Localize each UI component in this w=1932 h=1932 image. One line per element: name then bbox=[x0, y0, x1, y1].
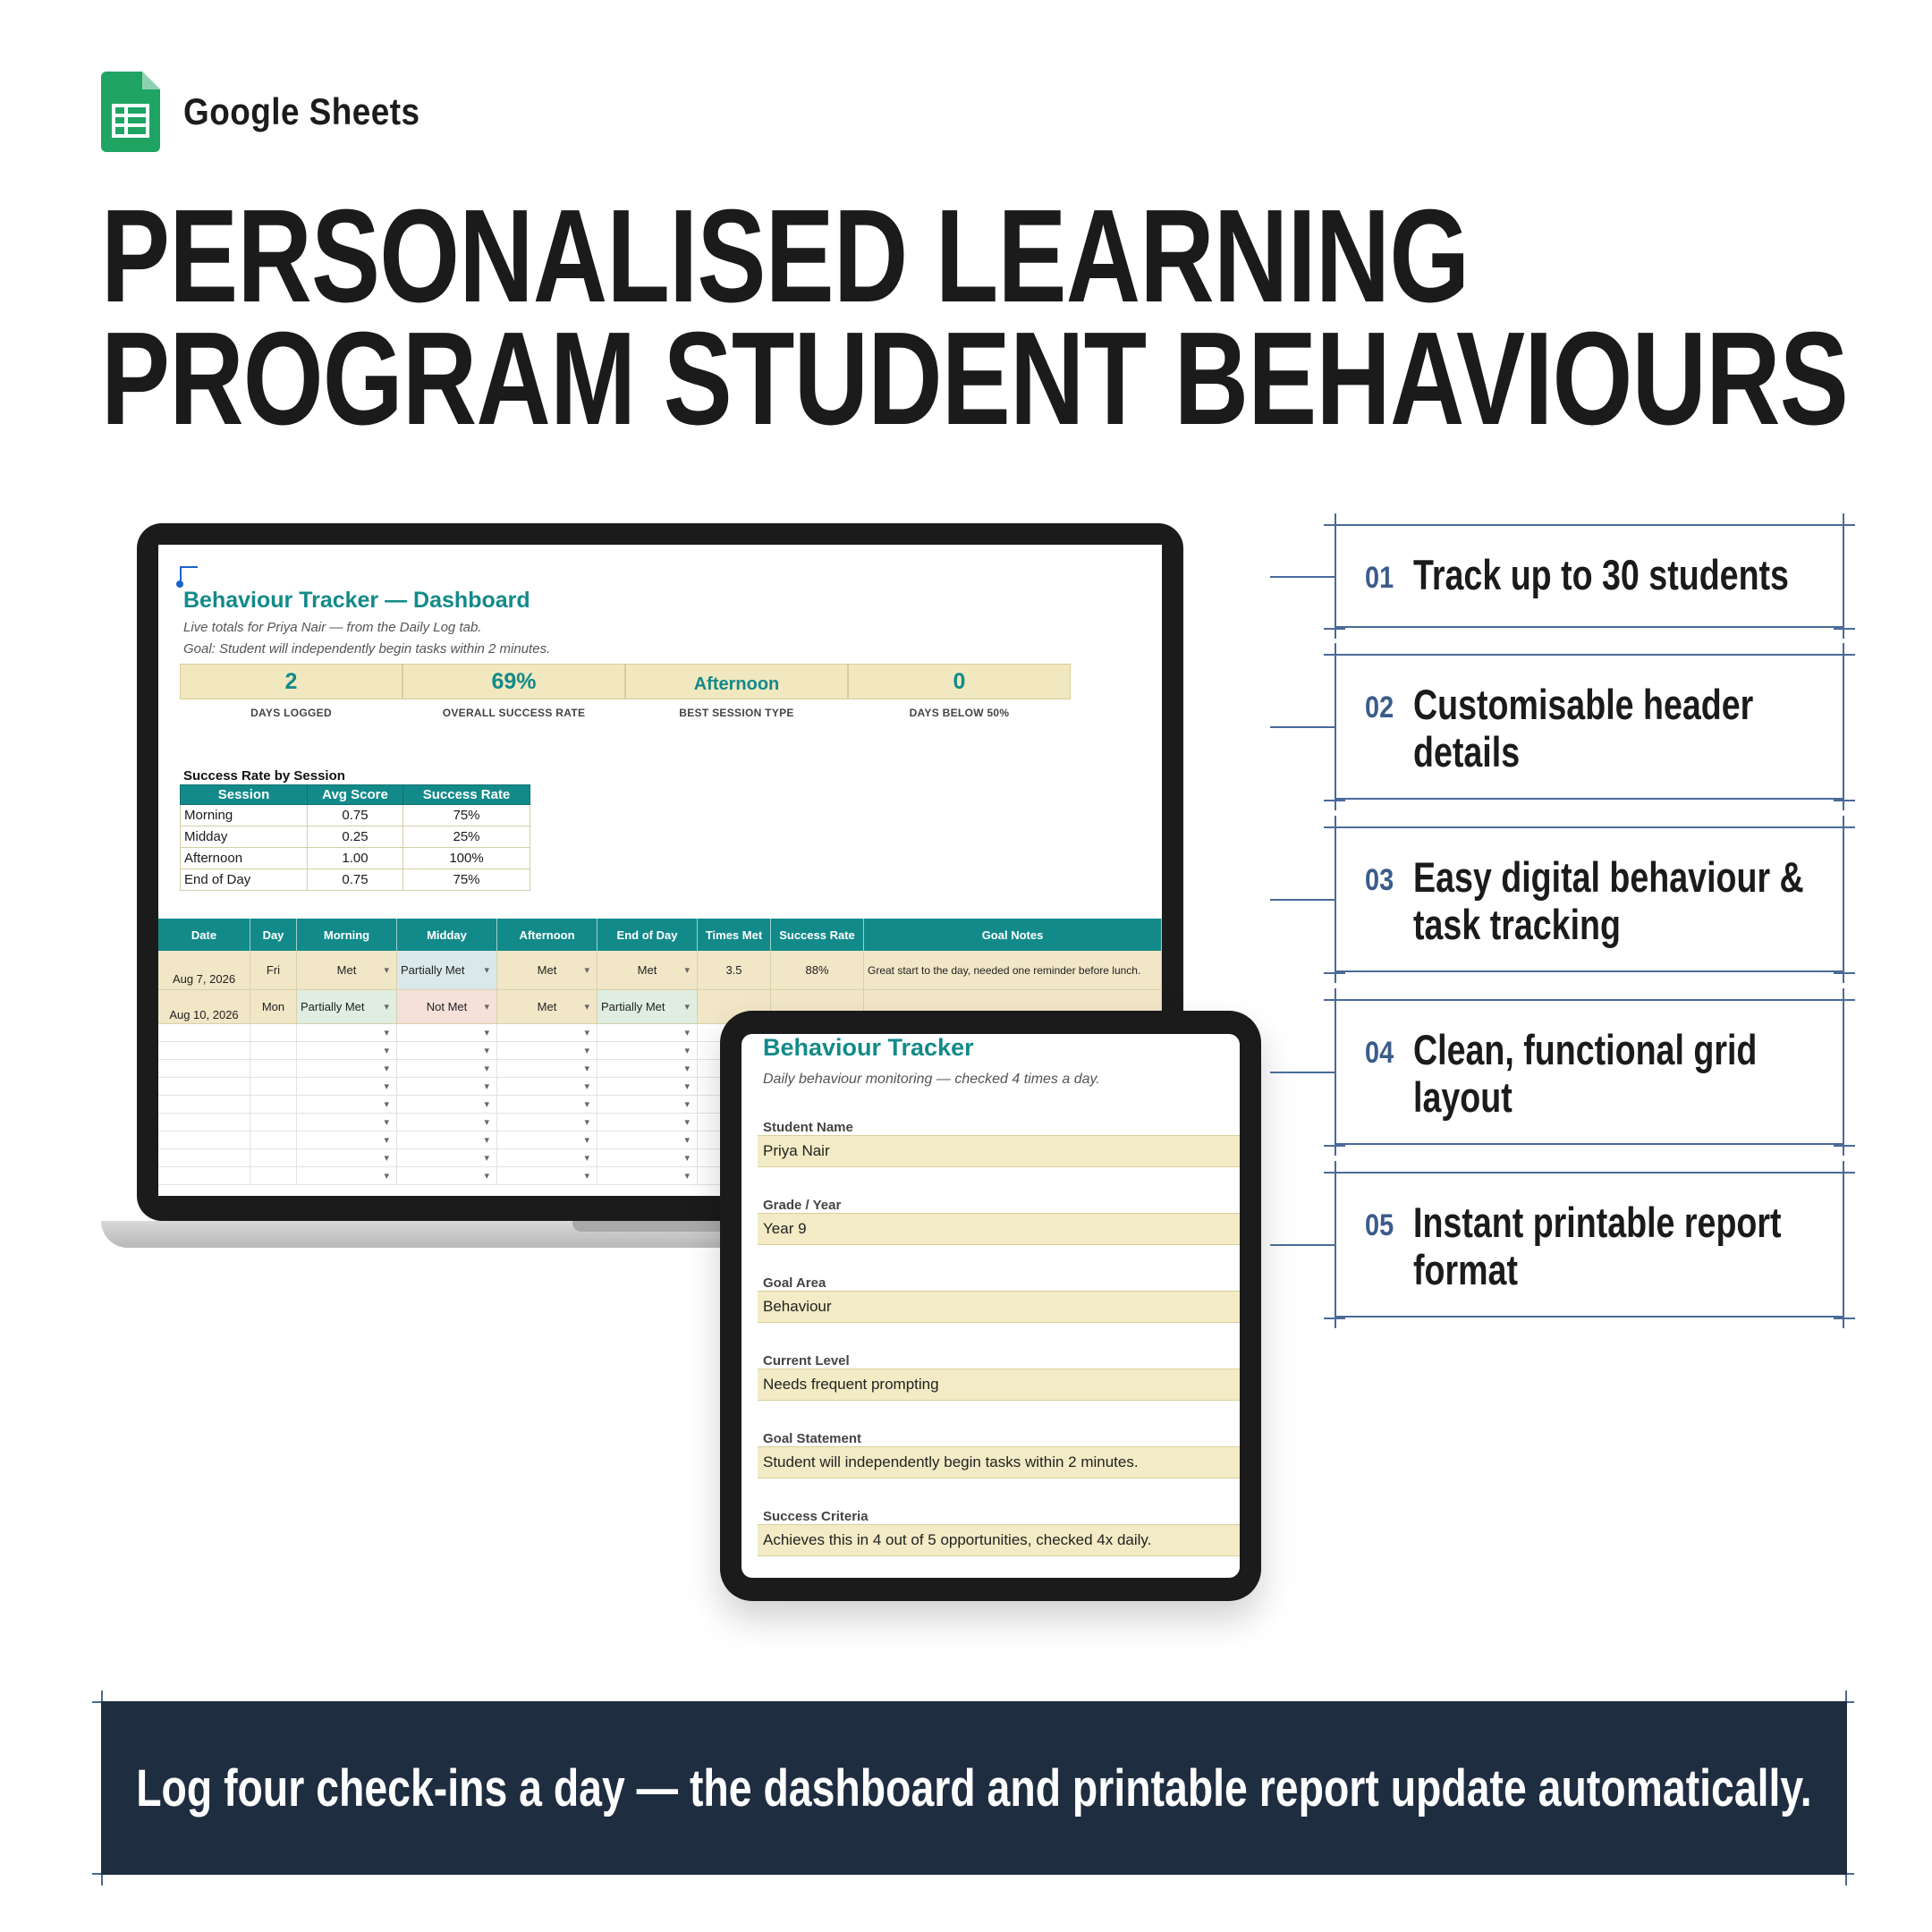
feature-line: Easy digital behaviour & bbox=[1413, 853, 1804, 901]
kpi-label: OVERALL SUCCESS RATE bbox=[442, 707, 586, 719]
log-cell-empty[interactable] bbox=[397, 1042, 497, 1060]
session-table bbox=[180, 784, 530, 891]
log-cell-empty[interactable] bbox=[250, 1096, 297, 1114]
table-cell[interactable]: 75% bbox=[403, 869, 530, 891]
log-cell-eod[interactable]: Met ▾ bbox=[597, 951, 698, 990]
kpi-label: DAYS LOGGED bbox=[250, 707, 332, 719]
field-label-grade: Grade / Year bbox=[763, 1198, 842, 1213]
log-cell-empty[interactable] bbox=[297, 1078, 397, 1096]
crop-tick bbox=[1834, 826, 1855, 828]
log-cell-empty[interactable] bbox=[497, 1060, 597, 1078]
goal-area-field[interactable]: Behaviour bbox=[758, 1291, 1240, 1323]
crop-tick bbox=[1834, 1172, 1855, 1174]
log-cell-empty[interactable] bbox=[397, 1131, 497, 1149]
log-header-row bbox=[158, 919, 1162, 951]
log-cell-midday[interactable]: Not Met ▾ bbox=[397, 990, 497, 1024]
log-cell-afternoon[interactable]: Met ▾ bbox=[497, 990, 597, 1024]
crop-tick bbox=[1324, 999, 1345, 1001]
crop-tick bbox=[1834, 800, 1855, 801]
log-cell-empty[interactable] bbox=[250, 1042, 297, 1060]
log-cell-empty[interactable] bbox=[250, 1167, 297, 1185]
field-label-success-criteria: Success Criteria bbox=[763, 1509, 869, 1524]
log-cell-empty[interactable] bbox=[158, 1167, 250, 1185]
log-cell-empty[interactable] bbox=[158, 1096, 250, 1114]
crop-tick bbox=[1324, 800, 1345, 801]
crop-tick bbox=[1834, 972, 1855, 974]
log-cell-empty[interactable] bbox=[597, 1078, 698, 1096]
log-cell-empty[interactable] bbox=[297, 1024, 397, 1042]
log-cell-day[interactable]: Fri bbox=[250, 951, 297, 990]
log-cell-times[interactable]: 3.5 bbox=[698, 951, 771, 990]
table-row bbox=[181, 826, 530, 848]
log-header[interactable]: Afternoon bbox=[497, 919, 597, 951]
success-criteria-field[interactable]: Achieves this in 4 out of 5 opportunities, checked 4x daily. bbox=[758, 1524, 1240, 1556]
kpi-best-session[interactable]: Afternoon bbox=[625, 664, 848, 699]
crop-tick bbox=[1324, 1145, 1345, 1147]
log-cell-empty[interactable] bbox=[397, 1149, 497, 1167]
feature-line: details bbox=[1413, 728, 1521, 775]
crop-tick bbox=[1834, 1145, 1855, 1147]
log-cell-empty[interactable] bbox=[158, 1131, 250, 1149]
log-cell-empty[interactable] bbox=[597, 1114, 698, 1131]
log-cell-empty[interactable] bbox=[397, 1024, 497, 1042]
log-cell-empty[interactable] bbox=[250, 1131, 297, 1149]
feature-item-2 bbox=[1335, 654, 1844, 800]
field-label-goal-statement: Goal Statement bbox=[763, 1431, 862, 1446]
dashboard-subtitle-2: Goal: Student will independently begin tasks within 2 minutes. bbox=[183, 641, 551, 657]
log-cell-empty[interactable] bbox=[397, 1060, 497, 1078]
crop-tick bbox=[1834, 654, 1855, 656]
feature-line: task tracking bbox=[1413, 901, 1621, 948]
log-cell-date[interactable]: Aug 7, 2026 bbox=[158, 951, 250, 990]
log-header[interactable]: Day bbox=[250, 919, 297, 951]
title-line-1: PERSONALISED LEARNING bbox=[101, 182, 1470, 330]
log-cell-empty[interactable] bbox=[158, 1042, 250, 1060]
feature-number: 01 bbox=[1365, 561, 1394, 595]
page-title bbox=[101, 182, 1848, 453]
log-header[interactable]: Midday bbox=[397, 919, 497, 951]
cell-cursor-h bbox=[180, 566, 198, 568]
log-cell-empty[interactable] bbox=[297, 1167, 397, 1185]
log-cell-empty[interactable] bbox=[297, 1042, 397, 1060]
log-cell-afternoon[interactable]: Met ▾ bbox=[497, 951, 597, 990]
dashboard-title: Behaviour Tracker — Dashboard bbox=[183, 588, 530, 613]
table-row bbox=[181, 805, 530, 826]
feature-line: format bbox=[1413, 1246, 1518, 1293]
tablet-device bbox=[720, 1011, 1261, 1601]
student-name-field[interactable]: Priya Nair bbox=[758, 1135, 1240, 1167]
kpi-success-rate[interactable]: 69% bbox=[402, 664, 625, 699]
kpi-row bbox=[180, 664, 1071, 699]
crop-tick bbox=[1324, 826, 1345, 828]
log-header[interactable]: Date bbox=[158, 919, 250, 951]
table-cell[interactable]: Midday bbox=[181, 826, 308, 848]
feature-number: 05 bbox=[1365, 1208, 1394, 1242]
table-cell[interactable]: 75% bbox=[403, 805, 530, 826]
field-label-student-name: Student Name bbox=[763, 1120, 853, 1135]
table-cell[interactable]: 0.75 bbox=[308, 805, 403, 826]
feature-connector bbox=[1270, 1072, 1335, 1073]
feature-number: 02 bbox=[1365, 691, 1394, 724]
laptop-notch bbox=[572, 1221, 733, 1232]
feature-text bbox=[1413, 551, 1814, 598]
log-cell-empty[interactable] bbox=[597, 1131, 698, 1149]
log-cell-empty[interactable] bbox=[597, 1060, 698, 1078]
log-cell-empty[interactable] bbox=[597, 1149, 698, 1167]
feature-item-5 bbox=[1335, 1172, 1844, 1318]
log-cell-empty[interactable] bbox=[297, 1060, 397, 1078]
log-cell-empty[interactable] bbox=[297, 1096, 397, 1114]
log-cell-empty[interactable] bbox=[250, 1149, 297, 1167]
log-cell-empty[interactable] bbox=[158, 1149, 250, 1167]
log-cell-morning[interactable]: Met ▾ bbox=[297, 951, 397, 990]
log-cell-empty[interactable] bbox=[497, 1042, 597, 1060]
feature-text bbox=[1413, 1026, 1814, 1121]
feature-item-4 bbox=[1335, 999, 1844, 1145]
feature-number: 04 bbox=[1365, 1036, 1394, 1070]
log-cell-empty[interactable] bbox=[497, 1114, 597, 1131]
grade-field[interactable]: Year 9 bbox=[758, 1213, 1240, 1245]
table-cell[interactable]: 1.00 bbox=[308, 848, 403, 869]
feature-line: Instant printable report bbox=[1413, 1199, 1782, 1246]
bottom-banner bbox=[101, 1701, 1847, 1875]
table-row bbox=[181, 848, 530, 869]
field-label-current-level: Current Level bbox=[763, 1353, 850, 1368]
feature-text bbox=[1413, 853, 1814, 948]
log-cell-midday[interactable]: Partially Met ▾ bbox=[397, 951, 497, 990]
log-header[interactable]: Times Met bbox=[698, 919, 771, 951]
log-cell-empty[interactable] bbox=[497, 1167, 597, 1185]
log-cell-empty[interactable] bbox=[497, 1149, 597, 1167]
title-line-2: PROGRAM STUDENT BEHAVIOURS bbox=[101, 305, 1848, 453]
crop-tick bbox=[1324, 524, 1345, 526]
log-cell-empty[interactable] bbox=[397, 1078, 497, 1096]
crop-tick bbox=[1834, 1318, 1855, 1319]
feature-line: Track up to 30 students bbox=[1413, 551, 1789, 598]
log-cell-empty[interactable] bbox=[158, 1078, 250, 1096]
banner-text: Log four check-ins a day — the dashboard and printable report update automatically. bbox=[136, 1758, 1812, 1818]
table-header-row bbox=[181, 785, 530, 805]
log-cell-empty[interactable] bbox=[597, 1042, 698, 1060]
brand-name: Google Sheets bbox=[183, 90, 420, 132]
crop-tick bbox=[1834, 524, 1855, 526]
feature-line: layout bbox=[1413, 1073, 1513, 1121]
log-cell-empty[interactable] bbox=[250, 1060, 297, 1078]
table-cell[interactable]: 0.75 bbox=[308, 869, 403, 891]
log-cell-empty[interactable] bbox=[597, 1024, 698, 1042]
feature-connector bbox=[1270, 576, 1335, 578]
kpi-labels bbox=[180, 707, 1071, 719]
table-header[interactable]: Success Rate bbox=[403, 785, 530, 805]
log-cell-empty[interactable] bbox=[158, 1114, 250, 1131]
feature-line: Customisable header bbox=[1413, 681, 1754, 728]
crop-tick bbox=[1324, 1318, 1345, 1319]
log-row-1 bbox=[158, 951, 1162, 990]
crop-tick bbox=[1834, 999, 1855, 1001]
log-header[interactable]: Success Rate bbox=[771, 919, 864, 951]
table-cell[interactable]: 0.25 bbox=[308, 826, 403, 848]
tracker-title: Behaviour Tracker bbox=[763, 1034, 974, 1061]
tracker-sheet bbox=[741, 1034, 1240, 1578]
feature-connector bbox=[1270, 899, 1335, 901]
kpi-label: DAYS BELOW 50% bbox=[909, 707, 1010, 719]
log-header[interactable]: Goal Notes bbox=[864, 919, 1162, 951]
log-header[interactable]: End of Day bbox=[597, 919, 698, 951]
log-cell-empty[interactable] bbox=[250, 1078, 297, 1096]
tracker-subtitle: Daily behaviour monitoring — checked 4 times a day. bbox=[763, 1072, 1100, 1087]
log-cell-empty[interactable] bbox=[297, 1149, 397, 1167]
dashboard-subtitle-1: Live totals for Priya Nair — from the Daily Log tab. bbox=[183, 620, 482, 635]
table-header[interactable]: Session bbox=[181, 785, 308, 805]
feature-item-3 bbox=[1335, 826, 1844, 972]
log-cell-empty[interactable] bbox=[497, 1131, 597, 1149]
feature-connector bbox=[1270, 1244, 1335, 1246]
goal-statement-field[interactable]: Student will independently begin tasks within 2 minutes. bbox=[758, 1446, 1240, 1479]
log-cell-empty[interactable] bbox=[397, 1096, 497, 1114]
log-cell-empty[interactable] bbox=[297, 1131, 397, 1149]
log-cell-morning[interactable]: Partially Met ▾ bbox=[297, 990, 397, 1024]
table-cell[interactable]: 100% bbox=[403, 848, 530, 869]
kpi-label: BEST SESSION TYPE bbox=[679, 707, 794, 719]
brand bbox=[101, 72, 453, 152]
table-cell[interactable]: 25% bbox=[403, 826, 530, 848]
log-cell-empty[interactable] bbox=[158, 1060, 250, 1078]
table-header[interactable]: Avg Score bbox=[308, 785, 403, 805]
log-cell-day[interactable]: Mon bbox=[250, 990, 297, 1024]
log-cell-empty[interactable] bbox=[158, 1024, 250, 1042]
log-cell-empty[interactable] bbox=[397, 1167, 497, 1185]
log-cell-empty[interactable] bbox=[397, 1114, 497, 1131]
feature-item-1 bbox=[1335, 524, 1844, 628]
table-cell[interactable]: End of Day bbox=[181, 869, 308, 891]
log-cell-eod[interactable]: Partially Met ▾ bbox=[597, 990, 698, 1024]
log-cell-notes[interactable]: Great start to the day, needed one reminder before lunch. bbox=[864, 951, 1162, 990]
feature-text bbox=[1413, 1199, 1814, 1293]
crop-tick bbox=[1324, 972, 1345, 974]
log-header[interactable]: Morning bbox=[297, 919, 397, 951]
log-cell-date[interactable]: Aug 10, 2026 bbox=[158, 990, 250, 1024]
log-cell-empty[interactable] bbox=[497, 1096, 597, 1114]
cell-cursor-handle[interactable] bbox=[176, 580, 183, 588]
log-cell-empty[interactable] bbox=[297, 1114, 397, 1131]
log-cell-empty[interactable] bbox=[250, 1114, 297, 1131]
google-sheets-icon bbox=[101, 72, 160, 152]
log-cell-empty[interactable] bbox=[497, 1078, 597, 1096]
crop-tick bbox=[1834, 628, 1855, 630]
kpi-days-below[interactable]: 0 bbox=[848, 664, 1071, 699]
table-row bbox=[181, 869, 530, 891]
crop-tick bbox=[1324, 654, 1345, 656]
session-table-title: Success Rate by Session bbox=[183, 768, 345, 784]
feature-connector bbox=[1270, 726, 1335, 728]
table-cell[interactable]: Morning bbox=[181, 805, 308, 826]
feature-number: 03 bbox=[1365, 863, 1394, 897]
feature-line: Clean, functional grid bbox=[1413, 1026, 1758, 1073]
table-cell[interactable]: Afternoon bbox=[181, 848, 308, 869]
feature-text bbox=[1413, 681, 1814, 775]
log-cell-empty[interactable] bbox=[497, 1024, 597, 1042]
log-cell-empty[interactable] bbox=[597, 1096, 698, 1114]
crop-tick bbox=[1324, 628, 1345, 630]
log-cell-rate[interactable]: 88% bbox=[771, 951, 864, 990]
kpi-days-logged[interactable]: 2 bbox=[180, 664, 402, 699]
log-cell-empty[interactable] bbox=[597, 1167, 698, 1185]
log-cell-empty[interactable] bbox=[250, 1024, 297, 1042]
current-level-field[interactable]: Needs frequent prompting bbox=[758, 1368, 1240, 1401]
crop-tick bbox=[1324, 1172, 1345, 1174]
field-label-goal-area: Goal Area bbox=[763, 1275, 826, 1291]
